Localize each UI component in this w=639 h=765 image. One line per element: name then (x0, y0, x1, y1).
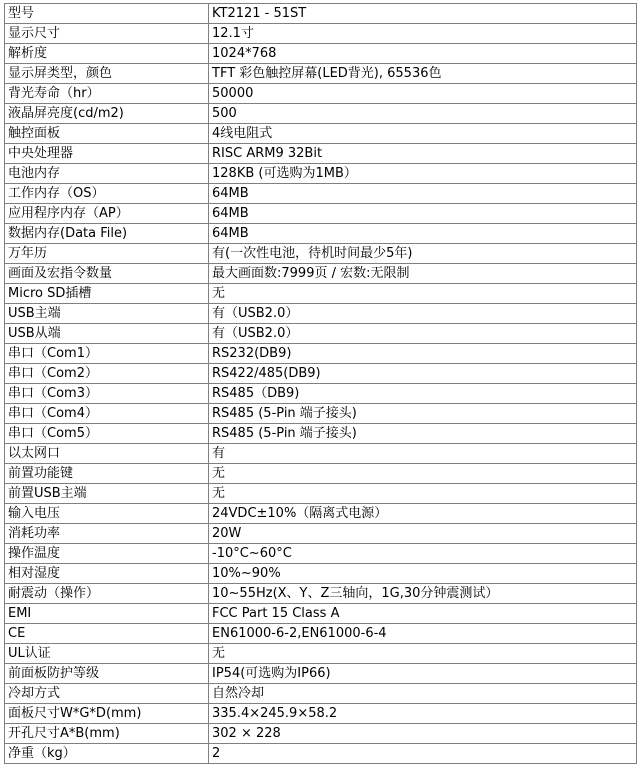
spec-row (5, 724, 637, 744)
spec-label-cell: Micro SD插槽 (5, 284, 209, 304)
spec-row (5, 324, 637, 344)
spec-value-cell: 64MB (209, 184, 637, 204)
spec-value-cell: 2 (209, 744, 637, 764)
spec-row (5, 4, 637, 24)
spec-value-cell: 500 (209, 104, 637, 124)
spec-row (5, 664, 637, 684)
spec-row (5, 164, 637, 184)
spec-value-cell: 无 (209, 464, 637, 484)
spec-value-cell: RS422/485(DB9) (209, 364, 637, 384)
spec-row (5, 444, 637, 464)
spec-value-cell: 50000 (209, 84, 637, 104)
spec-label-cell: 串口（Com3） (5, 384, 209, 404)
spec-label-cell: 触控面板 (5, 124, 209, 144)
spec-row (5, 284, 637, 304)
spec-value-cell: 335.4×245.9×58.2 (209, 704, 637, 724)
spec-row (5, 604, 637, 624)
spec-value-cell: 4线电阻式 (209, 124, 637, 144)
spec-value-cell: 有（USB2.0） (209, 324, 637, 344)
spec-row (5, 544, 637, 564)
spec-label-cell: 消耗功率 (5, 524, 209, 544)
spec-label-cell: 耐震动（操作） (5, 584, 209, 604)
spec-row (5, 404, 637, 424)
spec-label-cell: 前置功能键 (5, 464, 209, 484)
spec-value-cell: 12.1寸 (209, 24, 637, 44)
spec-value-cell: 10~55Hz(X、Y、Z三轴向，1G,30分钟震测试） (209, 584, 637, 604)
spec-row (5, 24, 637, 44)
spec-label-cell: 相对湿度 (5, 564, 209, 584)
spec-row (5, 564, 637, 584)
spec-value-cell: RS232(DB9) (209, 344, 637, 364)
spec-label-cell: 开孔尺寸A*B(mm) (5, 724, 209, 744)
spec-label-cell: 串口（Com1） (5, 344, 209, 364)
spec-label-cell: 背光寿命（hr） (5, 84, 209, 104)
spec-value-cell: FCC Part 15 Class A (209, 604, 637, 624)
spec-value-cell: 有 (209, 444, 637, 464)
spec-value-cell: 1024*768 (209, 44, 637, 64)
spec-value-cell: RS485 (5-Pin 端子接头) (209, 404, 637, 424)
spec-row (5, 484, 637, 504)
spec-row (5, 44, 637, 64)
spec-value-cell: KT2121 - 51ST (209, 4, 637, 24)
spec-label-cell: USB主端 (5, 304, 209, 324)
spec-row (5, 464, 637, 484)
spec-row (5, 364, 637, 384)
spec-label-cell: 工作内存（OS） (5, 184, 209, 204)
spec-label-cell: 万年历 (5, 244, 209, 264)
spec-label-cell: USB从端 (5, 324, 209, 344)
spec-value-cell: RISC ARM9 32Bit (209, 144, 637, 164)
spec-label-cell: 前面板防护等级 (5, 664, 209, 684)
spec-row (5, 344, 637, 364)
spec-value-cell: 无 (209, 484, 637, 504)
spec-row (5, 744, 637, 764)
spec-row (5, 524, 637, 544)
spec-value-cell: RS485（DB9) (209, 384, 637, 404)
spec-value-cell: 有（USB2.0） (209, 304, 637, 324)
spec-value-cell: 10%~90% (209, 564, 637, 584)
spec-label-cell: 液晶屏亮度(cd/m2) (5, 104, 209, 124)
spec-row (5, 104, 637, 124)
spec-label-cell: 电池内存 (5, 164, 209, 184)
spec-label-cell: 显示尺寸 (5, 24, 209, 44)
spec-row (5, 64, 637, 84)
spec-label-cell: UL认证 (5, 644, 209, 664)
spec-label-cell: 解析度 (5, 44, 209, 64)
spec-value-cell: 20W (209, 524, 637, 544)
spec-value-cell: RS485 (5-Pin 端子接头) (209, 424, 637, 444)
spec-value-cell: 无 (209, 644, 637, 664)
spec-label-cell: 输入电压 (5, 504, 209, 524)
spec-value-cell: 24VDC±10%（隔离式电源） (209, 504, 637, 524)
spec-label-cell: 操作温度 (5, 544, 209, 564)
spec-label-cell: 净重（kg） (5, 744, 209, 764)
spec-label-cell: 串口（Com5） (5, 424, 209, 444)
spec-row (5, 144, 637, 164)
spec-label-cell: EMI (5, 604, 209, 624)
spec-value-cell: 64MB (209, 204, 637, 224)
spec-table-body (5, 4, 637, 764)
spec-row (5, 204, 637, 224)
spec-value-cell: EN61000-6-2,EN61000-6-4 (209, 624, 637, 644)
spec-value-cell: 有(一次性电池，待机时间最少5年) (209, 244, 637, 264)
spec-value-cell: 自然冷却 (209, 684, 637, 704)
spec-label-cell: 应用程序内存（AP） (5, 204, 209, 224)
spec-row (5, 384, 637, 404)
spec-row (5, 224, 637, 244)
spec-value-cell: 无 (209, 284, 637, 304)
spec-table (4, 3, 637, 764)
spec-label-cell: 中央处理器 (5, 144, 209, 164)
spec-value-cell: 302 × 228 (209, 724, 637, 744)
spec-row (5, 704, 637, 724)
spec-row (5, 184, 637, 204)
spec-label-cell: 画面及宏指令数量 (5, 264, 209, 284)
spec-value-cell: IP54(可选购为IP66) (209, 664, 637, 684)
spec-value-cell: 128KB (可选购为1MB） (209, 164, 637, 184)
spec-row (5, 584, 637, 604)
spec-value-cell: TFT 彩色触控屏幕(LED背光), 65536色 (209, 64, 637, 84)
spec-row (5, 124, 637, 144)
spec-row (5, 684, 637, 704)
spec-row (5, 624, 637, 644)
spec-label-cell: 前置USB主端 (5, 484, 209, 504)
spec-value-cell: 64MB (209, 224, 637, 244)
spec-label-cell: 串口（Com2） (5, 364, 209, 384)
spec-row (5, 644, 637, 664)
spec-label-cell: 以太网口 (5, 444, 209, 464)
spec-label-cell: 型号 (5, 4, 209, 24)
spec-label-cell: 串口（Com4） (5, 404, 209, 424)
spec-label-cell: CE (5, 624, 209, 644)
spec-row (5, 244, 637, 264)
spec-label-cell: 面板尺寸W*G*D(mm) (5, 704, 209, 724)
spec-row (5, 84, 637, 104)
spec-row (5, 264, 637, 284)
spec-label-cell: 冷却方式 (5, 684, 209, 704)
spec-value-cell: 最大画面数:7999页 / 宏数:无限制 (209, 264, 637, 284)
spec-row (5, 504, 637, 524)
spec-row (5, 304, 637, 324)
spec-value-cell: -10°C~60°C (209, 544, 637, 564)
spec-label-cell: 数据内存(Data File) (5, 224, 209, 244)
spec-row (5, 424, 637, 444)
spec-label-cell: 显示屏类型，颜色 (5, 64, 209, 84)
